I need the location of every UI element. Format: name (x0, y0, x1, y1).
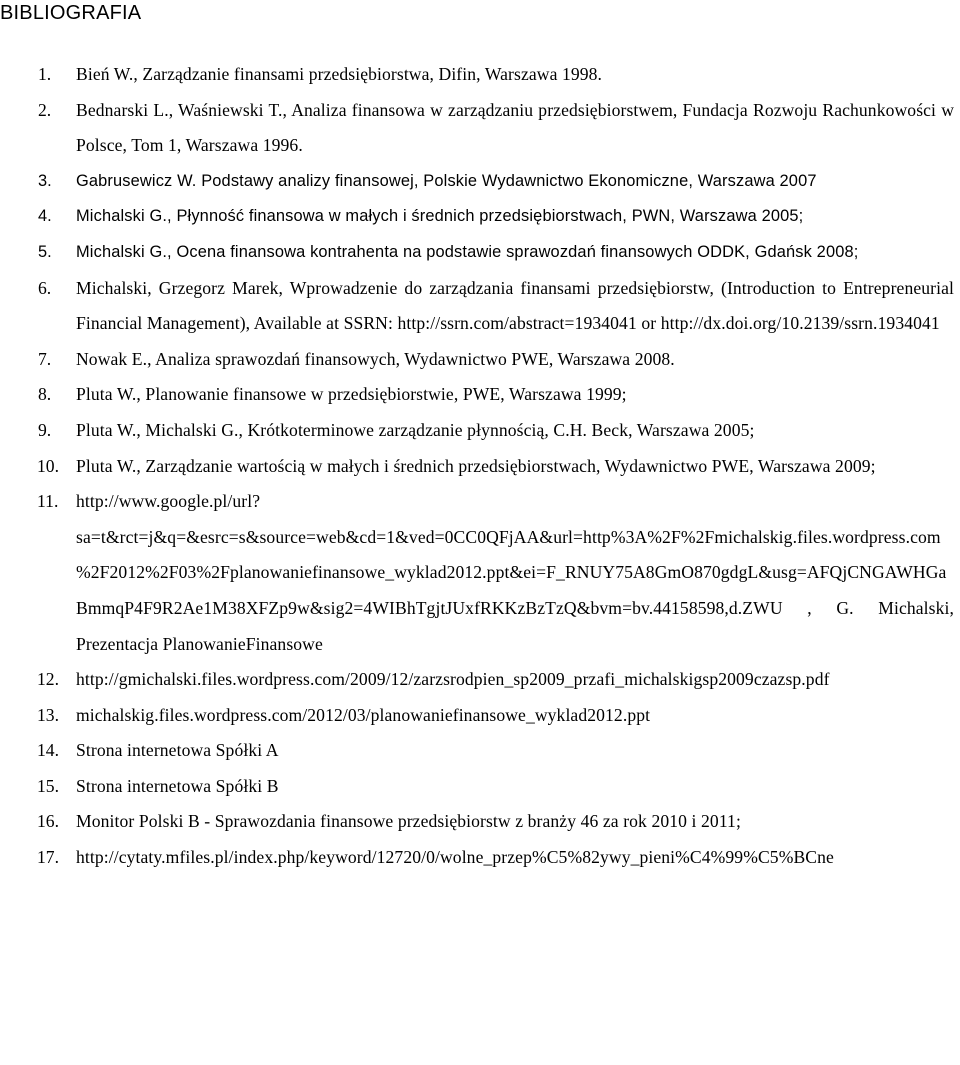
entry-number: 10. (37, 455, 59, 476)
entry-number: 6. (38, 277, 52, 298)
bibliography-entry (0, 57, 960, 93)
entry-number: 14. (37, 740, 59, 761)
bibliography-list (0, 57, 960, 876)
entry-number: 4. (38, 207, 52, 226)
bibliography-entry (0, 342, 960, 378)
entry-number: 5. (38, 242, 52, 261)
entry-number: 12. (37, 669, 59, 690)
bibliography-entry (0, 840, 960, 876)
entry-number: 13. (37, 704, 59, 725)
entry-text: Nowak E., Analiza sprawozdań finansowych, Wydawnictwo PWE, Warszawa 2008. (76, 348, 675, 369)
entry-text: Bień W., Zarządzanie finansami przedsiębiorstwa, Difin, Warszawa 1998. (76, 64, 603, 84)
entry-text: Michalski G., Płynność finansowa w małych i średnich przedsiębiorstwach, PWN, Warszawa 2005; (76, 207, 804, 226)
bibliography-entry (0, 769, 960, 805)
entry-number: 2. (38, 99, 52, 120)
entry-text: Michalski, Grzegorz Marek, Wprowadzenie do zarządzania finansami przedsiębiorstw, (Introduction to Entrepreneurial Financial Management), Available at SSRN: http://ssrn.com/abstract=1934041 or http://dx.doi.org/10.2139/ssrn.1934041 (76, 277, 954, 334)
entry-number: 7. (38, 348, 52, 369)
bibliography-entry (0, 377, 960, 413)
entry-number: 8. (38, 384, 52, 405)
entry-text: Monitor Polski B - Sprawozdania finansowe przedsiębiorstw z branży 46 za rok 2010 i 2011; (76, 811, 741, 832)
page-title: BIBLIOGRAFIA (0, 2, 142, 24)
bibliography-entry (0, 698, 960, 734)
entry-text: http://www.google.pl/url?sa=t&rct=j&q=&esrc=s&source=web&cd=1&ved=0CC0QFjAA&url=http%3A%2F%2Fmichalskig.files.wordpress.com%2F2012%2F03%2Fplanowaniefinansowe_wyklad2012.ppt&ei=F_RNUY75A8GmO870gdgL&usg=AFQjCNGAWHGaBmmqP4F9R2Ae1M38XFZp9w&sig2=4WIBhTgjtJUxfRKKzBzTzQ&bvm=bv.44158598,d.ZWU , G. Michalski, Prezentacja PlanowanieFinansowe (76, 491, 954, 654)
entry-text: Gabrusewicz W. Podstawy analizy finansowej, Polskie Wydawnictwo Ekonomiczne, Warszawa 2007 (76, 171, 817, 190)
bibliography-entry (0, 484, 960, 662)
bibliography-entry (0, 662, 960, 698)
bibliography-entry (0, 449, 960, 485)
bibliography-entry (0, 413, 960, 449)
entry-number: 9. (38, 419, 52, 440)
entry-text: Pluta W., Planowanie finansowe w przedsiębiorstwie, PWE, Warszawa 1999; (76, 384, 627, 405)
entry-text: Michalski G., Ocena finansowa kontrahenta na podstawie sprawozdań finansowych ODDK, Gdańsk 2008; (76, 242, 859, 261)
bibliography-entry (0, 164, 960, 200)
bibliography-entry (0, 199, 960, 235)
entry-number: 11. (37, 491, 59, 512)
entry-text: Strona internetowa Spółki B (76, 775, 279, 796)
entry-number: 16. (37, 811, 59, 832)
entry-text: http://cytaty.mfiles.pl/index.php/keyword/12720/0/wolne_przep%C5%82ywy_pieni%C4%99%C5%BCne (76, 847, 834, 868)
entry-text: Bednarski L., Waśniewski T., Analiza finansowa w zarządzaniu przedsiębiorstwem, Fundacja Rozwoju Rachunkowości w Polsce, Tom 1, Warszawa 1996. (76, 99, 954, 156)
entry-text: Strona internetowa Spółki A (76, 740, 279, 761)
entry-text: Pluta W., Michalski G., Krótkoterminowe zarządzanie płynnością, C.H. Beck, Warszawa 2005; (76, 419, 755, 440)
entry-number: 17. (37, 847, 59, 868)
entry-text: http://gmichalski.files.wordpress.com/2009/12/zarzsrodpien_sp2009_przafi_michalskigsp2009czazsp.pdf (76, 669, 830, 690)
entry-number: 15. (37, 775, 59, 796)
entry-number: 3. (38, 171, 52, 190)
entry-text: michalskig.files.wordpress.com/2012/03/planowaniefinansowe_wyklad2012.ppt (76, 704, 651, 725)
entry-text: Pluta W., Zarządzanie wartością w małych i średnich przedsiębiorstwach, Wydawnictwo PWE, Warszawa 2009; (76, 455, 876, 476)
bibliography-entry (0, 804, 960, 840)
entry-number: 1. (38, 64, 52, 84)
bibliography-entry (0, 235, 960, 271)
bibliography-entry (0, 93, 960, 164)
bibliography-entry (0, 733, 960, 769)
bibliography-entry (0, 271, 960, 342)
